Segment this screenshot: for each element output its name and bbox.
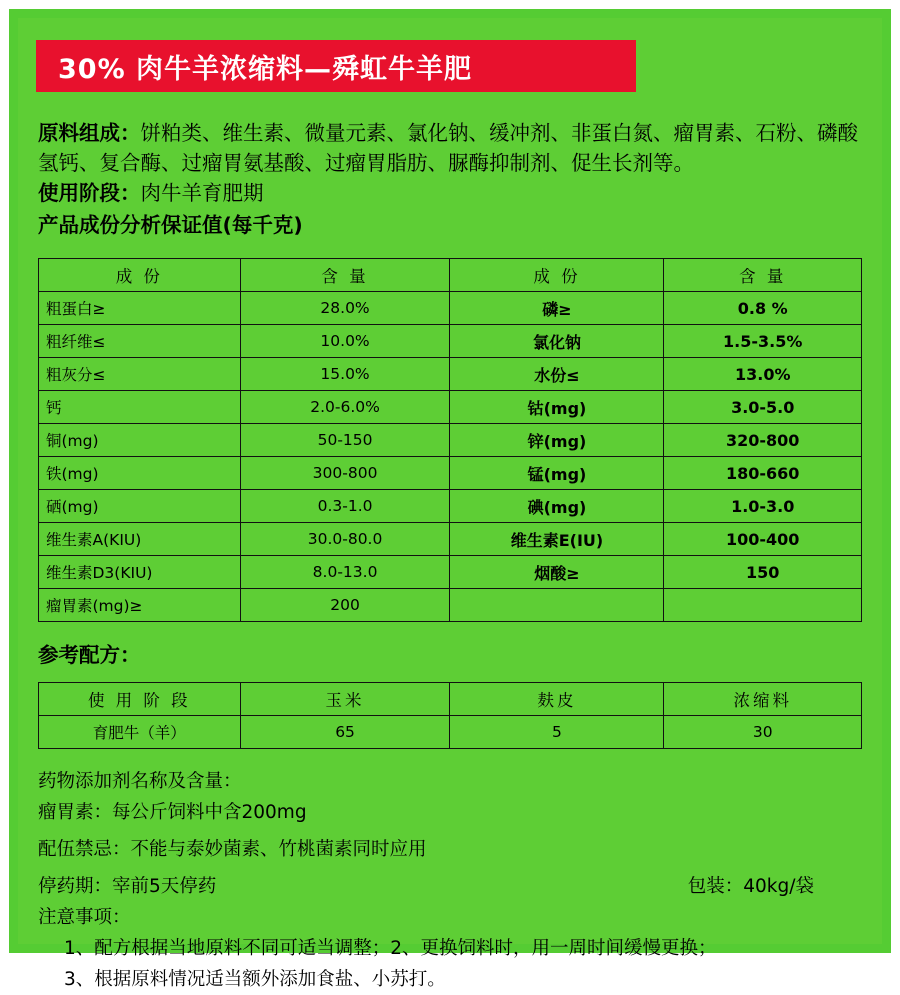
- nutrient-name: 钙: [39, 391, 241, 424]
- stage-text: 肉牛羊育肥期: [140, 181, 264, 205]
- table-header-row: [39, 259, 862, 292]
- nutrient-name: 瘤胃素(mg)≥: [39, 589, 241, 622]
- nutrition-header-1: 含 量: [240, 259, 450, 292]
- table-row: [39, 424, 862, 457]
- drug-label: 药物添加剂名称及含量：: [38, 771, 242, 792]
- formula-table: [38, 682, 862, 749]
- nutrient-value: 0.3-1.0: [240, 490, 450, 523]
- formula-header-0: 使 用 阶 段: [39, 683, 241, 716]
- title-banner: [36, 40, 636, 92]
- formula-header-2: 麸皮: [450, 683, 664, 716]
- formula-header-1: 玉米: [240, 683, 450, 716]
- nutrient-value: 150: [664, 556, 862, 589]
- nutrient-name: 锌(mg): [450, 424, 664, 457]
- nutrient-value: 28.0%: [240, 292, 450, 325]
- table-row: [39, 358, 862, 391]
- nutrition-table: [38, 258, 862, 622]
- nutrient-value: 1.5-3.5%: [664, 325, 862, 358]
- nutrient-name: 粗灰分≤: [39, 358, 241, 391]
- formula-concentrate: 30: [664, 716, 862, 749]
- nutrient-name: 维生素A(KIU): [39, 523, 241, 556]
- nutrient-value: 15.0%: [240, 358, 450, 391]
- stage-paragraph: [38, 178, 862, 208]
- stage-label: 使用阶段：: [38, 181, 141, 205]
- table-row: [39, 457, 862, 490]
- nutrient-value: 13.0%: [664, 358, 862, 391]
- formula-stage: 育肥牛（羊）: [39, 716, 241, 749]
- notice-item-1: 1、配方根据当地原料不同可适当调整；2、更换饲料时，用一周时间缓慢更换；: [64, 938, 717, 959]
- nutrient-value: 2.0-6.0%: [240, 391, 450, 424]
- nutrient-name: 维生素D3(KIU): [39, 556, 241, 589]
- table-row: [39, 391, 862, 424]
- formula-corn: 65: [240, 716, 450, 749]
- nutrient-value: 8.0-13.0: [240, 556, 450, 589]
- nutrient-value: 320-800: [664, 424, 862, 457]
- taboo-text: 配伍禁忌：不能与泰妙菌素、竹桃菌素同时应用: [38, 839, 427, 860]
- nutrient-value: 30.0-80.0: [240, 523, 450, 556]
- table-header-row: [39, 683, 862, 716]
- nutrient-value: 100-400: [664, 523, 862, 556]
- ingredients-paragraph: [38, 118, 862, 178]
- nutrient-value: 300-800: [240, 457, 450, 490]
- formula-bran: 5: [450, 716, 664, 749]
- footer-section: [38, 766, 862, 995]
- label-inner-bg: [18, 18, 882, 990]
- nutrient-name: 碘(mg): [450, 490, 664, 523]
- nutrient-name: 铁(mg): [39, 457, 241, 490]
- nutrient-name: 氯化钠: [450, 325, 664, 358]
- nutrient-name: 粗纤维≤: [39, 325, 241, 358]
- analysis-title: 产品成份分析保证值(每千克): [38, 213, 303, 237]
- nutrition-header-3: 含 量: [664, 259, 862, 292]
- nutrient-value: 0.8 %: [664, 292, 862, 325]
- page-title: 30% 肉牛羊浓缩料—舜虹牛羊肥: [58, 53, 473, 85]
- table-row: [39, 716, 862, 749]
- nutrient-name: 维生素E(IU): [450, 523, 664, 556]
- nutrient-name: [450, 589, 664, 622]
- nutrition-table-wrap: [38, 258, 862, 622]
- drug-item: 瘤胃素：每公斤饲料中含200mg: [38, 802, 307, 823]
- ingredients-label: 原料组成：: [38, 121, 141, 145]
- notice-item-2: 3、根据原料情况适当额外添加食盐、小苏打。: [64, 969, 446, 990]
- nutrition-header-2: 成 份: [450, 259, 664, 292]
- nutrient-value: 1.0-3.0: [664, 490, 862, 523]
- withdrawal-row: [38, 871, 862, 902]
- nutrient-name: 磷≥: [450, 292, 664, 325]
- table-row: [39, 325, 862, 358]
- notice-label: 注意事项：: [38, 907, 131, 928]
- nutrient-name: 烟酸≥: [450, 556, 664, 589]
- table-row: [39, 292, 862, 325]
- nutrient-value: 180-660: [664, 457, 862, 490]
- nutrient-name: 锰(mg): [450, 457, 664, 490]
- table-row: [39, 490, 862, 523]
- nutrient-value: 3.0-5.0: [664, 391, 862, 424]
- nutrient-name: 水份≤: [450, 358, 664, 391]
- withdrawal-text: 停药期：宰前5天停药: [38, 876, 217, 897]
- nutrient-name: 钴(mg): [450, 391, 664, 424]
- nutrition-header-0: 成 份: [39, 259, 241, 292]
- formula-header-3: 浓缩料: [664, 683, 862, 716]
- table-row: [39, 556, 862, 589]
- nutrient-value: 50-150: [240, 424, 450, 457]
- table-row: [39, 523, 862, 556]
- nutrient-value: [664, 589, 862, 622]
- nutrient-name: 硒(mg): [39, 490, 241, 523]
- ingredients-text: 饼粕类、维生素、微量元素、氯化钠、缓冲剂、非蛋白氮、瘤胃素、石粉、磷酸氢钙、复合酶、过瘤胃氨基酸、过瘤胃脂肪、脲酶抑制剂、促生长剂等。: [38, 121, 858, 175]
- package-text: 包装：40kg/袋: [687, 876, 814, 897]
- nutrient-value: 10.0%: [240, 325, 450, 358]
- table-row: [39, 589, 862, 622]
- nutrient-value: 200: [240, 589, 450, 622]
- formula-title: 参考配方：: [38, 643, 141, 667]
- intro-section: [38, 118, 862, 240]
- formula-section: [38, 640, 862, 749]
- nutrient-name: 铜(mg): [39, 424, 241, 457]
- nutrient-name: 粗蛋白≥: [39, 292, 241, 325]
